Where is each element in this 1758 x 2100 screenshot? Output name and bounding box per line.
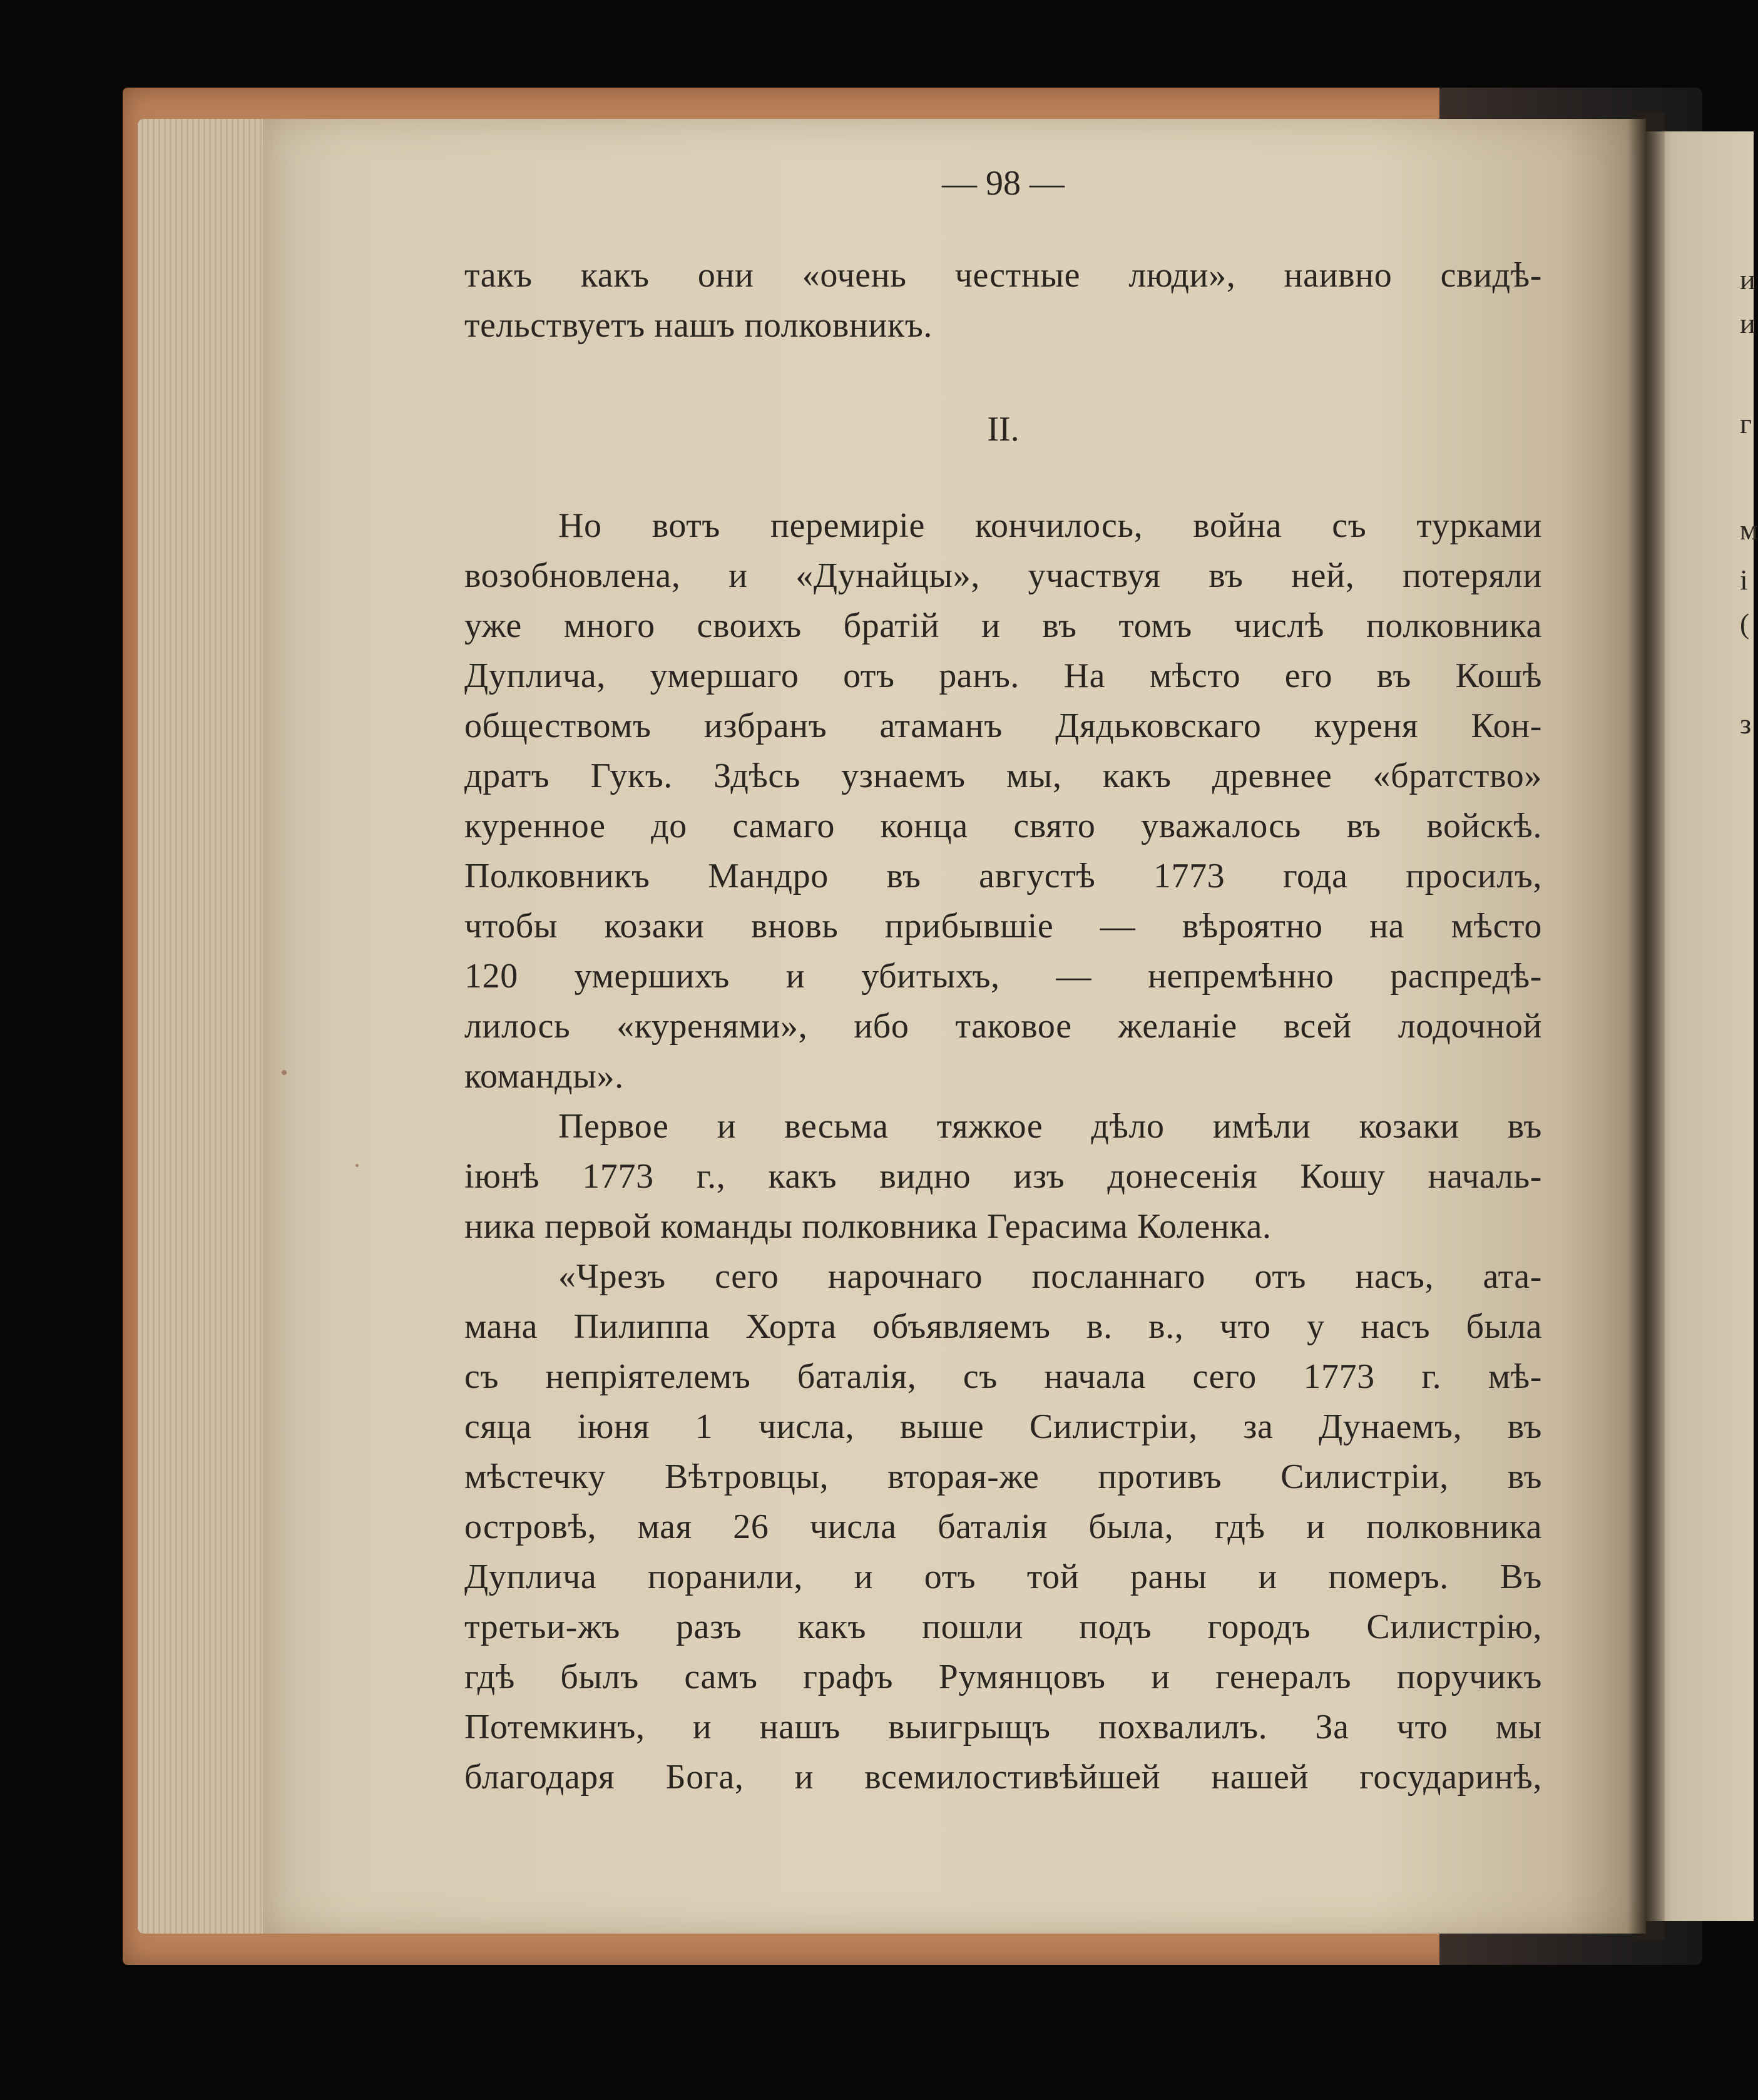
text-line: возобновлена, и «Дунайцы», участвуя въ ней, потеряли (464, 556, 1542, 595)
text-line: уже много своихъ братій и въ томъ числѣ полковника (464, 606, 1542, 645)
page-number: — 98 — (942, 164, 1065, 203)
facing-page-letter: г (1740, 407, 1752, 439)
text-line: благодаря Бога, и всемилостивѣйшей нашей государинѣ, (464, 1758, 1542, 1797)
text-line: мѣстечку Вѣтровцы, вторая-же противъ Силистріи, въ (464, 1457, 1542, 1496)
text-line: лилось «куренями», ибо таковое желаніе всей лодочной (464, 1007, 1542, 1046)
text-line: Но вотъ перемиріе кончилось, война съ турками (558, 506, 1542, 545)
facing-page-letter: и (1740, 307, 1755, 339)
facing-page-letter: і (1740, 564, 1748, 596)
facing-page-letter: м (1740, 514, 1758, 546)
text-line: ника первой команды полковника Герасима Коленка. (464, 1207, 1272, 1246)
text-line: Первое и весьма тяжкое дѣло имѣли козаки въ (558, 1107, 1542, 1146)
paper-stain (355, 1164, 359, 1167)
facing-page-letter: з (1740, 708, 1752, 740)
facing-page-letter: и (1740, 263, 1755, 295)
text-line: гдѣ былъ самъ графъ Румянцовъ и генералъ поручикъ (464, 1658, 1542, 1696)
page-stack-edges (138, 119, 275, 1934)
text-line: съ непріятелемъ баталія, съ начала сего 1773 г. мѣ- (464, 1357, 1542, 1396)
text-line: такъ какъ они «очень честные люди», наивно свидѣ- (464, 256, 1542, 295)
facing-page-letter: ( (1740, 608, 1750, 640)
text-line: сяца іюня 1 числа, выше Силистріи, за Дунаемъ, въ (464, 1407, 1542, 1446)
text-line: островѣ, мая 26 числа баталія была, гдѣ и полковника (464, 1507, 1542, 1546)
text-line: Дуплича поранили, и отъ той раны и померъ. Въ (464, 1557, 1542, 1596)
text-line: 120 умершихъ и убитыхъ, — непремѣнно распредѣ- (464, 957, 1542, 996)
text-line: дратъ Гукъ. Здѣсь узнаемъ мы, какъ древнее «братство» (464, 757, 1542, 795)
text-line: чтобы козаки вновь прибывшіе — вѣроятно на мѣсто (464, 907, 1542, 946)
paper-stain (282, 1070, 287, 1075)
text-line: «Чрезъ сего нарочнаго посланнаго отъ насъ, ата- (558, 1257, 1542, 1296)
text-line: мана Пилиппа Хорта объявляемъ в. в., что у насъ была (464, 1307, 1542, 1346)
text-line: команды». (464, 1057, 624, 1096)
text-line: іюнѣ 1773 г., какъ видно изъ донесенія Кошу началь- (464, 1157, 1542, 1196)
book-gutter (1627, 113, 1665, 1940)
text-line: Дуплича, умершаго отъ ранъ. На мѣсто его въ Кошѣ (464, 656, 1542, 695)
text-line: Потемкинъ, и нашъ выигрыщъ похвалилъ. За что мы (464, 1708, 1542, 1746)
text-line: обществомъ избранъ атаманъ Дядьковскаго куреня Кон- (464, 706, 1542, 745)
text-line: куренное до самаго конца свято уважалось въ войскѣ. (464, 807, 1542, 845)
text-line: третьи-жъ разъ какъ пошли подъ городъ Силистрію, (464, 1608, 1542, 1646)
text-line: тельствуетъ нашъ полковникъ. (464, 306, 933, 345)
text-line: Полковникъ Мандро въ августѣ 1773 года просилъ, (464, 857, 1542, 895)
page-text (464, 155, 1542, 1802)
section-heading: II. (987, 410, 1020, 449)
